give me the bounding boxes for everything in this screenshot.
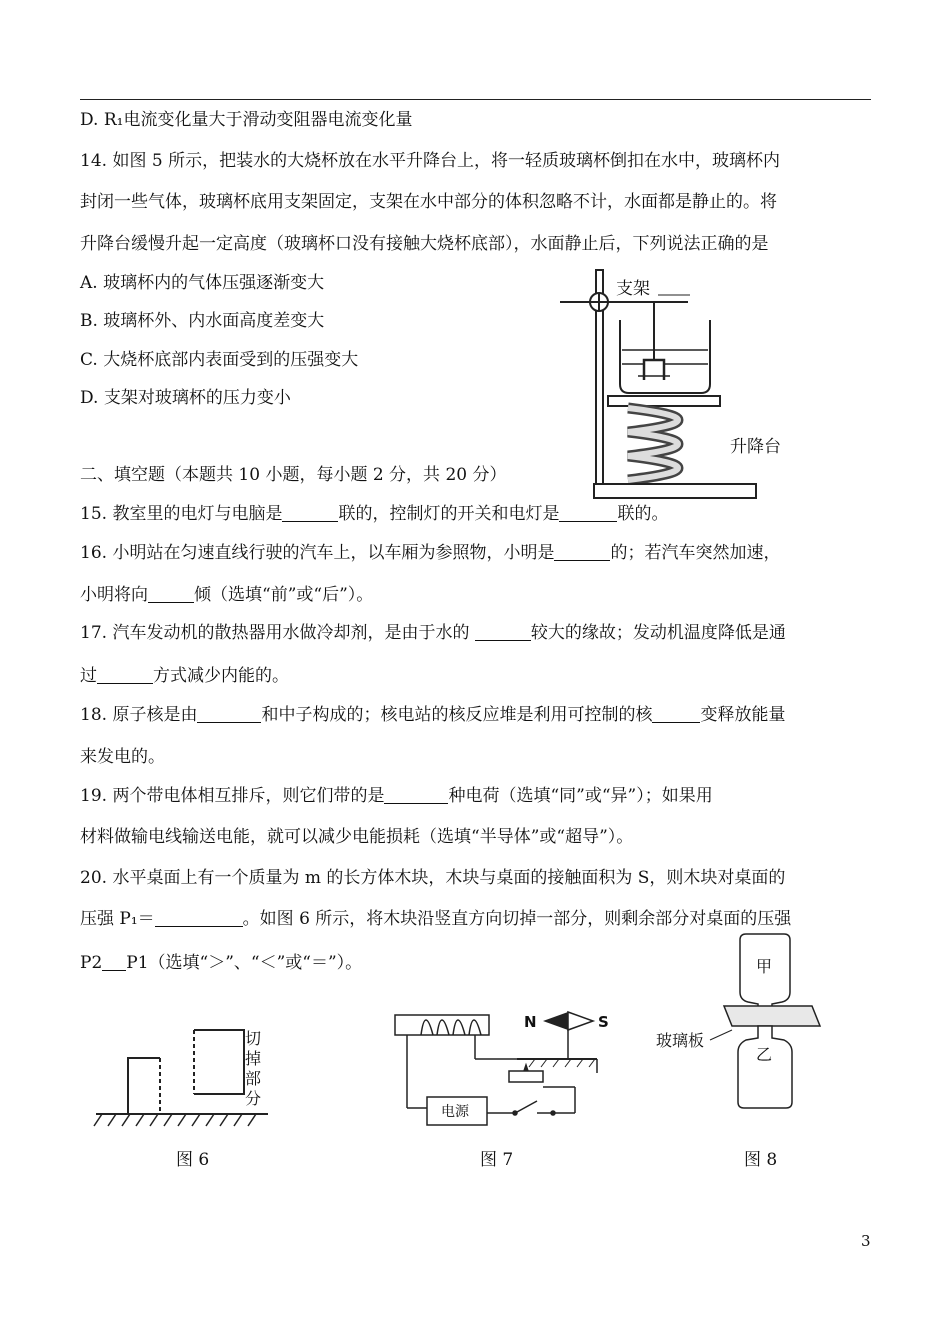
- lift-spring: [628, 408, 678, 480]
- caption-fig8: 图 8: [744, 1150, 778, 1170]
- section-heading: 二、填空题（本题共 10 小题，每小题 2 分，共 20 分）: [80, 465, 507, 485]
- base: [594, 484, 756, 498]
- q18-line2: 来发电的。: [80, 747, 165, 767]
- answer-blank[interactable]: [102, 954, 126, 971]
- svg-text:乙: 乙: [756, 1045, 773, 1064]
- switch: [517, 1101, 537, 1112]
- q18-line1: 18. 原子核是由 和中子构成的；核电站的核反应堆是利用可控制的核 变释放能量: [80, 705, 786, 725]
- figure-6: [88, 1022, 278, 1132]
- svg-text:甲: 甲: [756, 957, 773, 976]
- svg-text:掉: 掉: [245, 1049, 262, 1068]
- svg-text:切: 切: [245, 1029, 262, 1048]
- q14-line3: 升降台缓慢升起一定高度（玻璃杯口没有接触大烧杯底部），水面静止后，下列说法正确的是: [80, 234, 769, 254]
- caption-fig7: 图 7: [480, 1150, 514, 1170]
- glass-cup: [644, 360, 664, 380]
- q14-option-d: D. 支架对玻璃杯的压力变小: [80, 388, 291, 408]
- q20-line1: 20. 水平桌面上有一个质量为 m 的长方体木块，木块与桌面的接触面积为 S，则木块对桌面的: [80, 868, 786, 888]
- glass-plate: [724, 1006, 820, 1026]
- q17-line2: 过 方式减少内能的。: [80, 666, 289, 686]
- q16-line2: 小明将向 倾（选填“前”或“后”）。: [80, 585, 374, 605]
- svg-text:N: N: [524, 1013, 537, 1031]
- figure-5: [550, 262, 790, 507]
- q20-line3: P2 P1（选填“＞”、“＜”或“＝”）。: [80, 953, 363, 973]
- figure-7: [385, 1005, 625, 1145]
- compass-north: [543, 1012, 568, 1030]
- q14-line1: 14. 如图 5 所示，把装水的大烧杯放在水平升降台上，将一轻质玻璃杯倒扣在水中，玻璃杯内: [80, 151, 781, 171]
- answer-blank[interactable]: [559, 505, 617, 522]
- svg-text:S: S: [598, 1013, 609, 1031]
- q15: 15. 教室里的电灯与电脑是 联的，控制灯的开关和电灯是 联的。: [80, 504, 669, 524]
- q14-line2: 封闭一些气体，玻璃杯底用支架固定，支架在水中部分的体积忽略不计，水面都是静止的。将: [80, 192, 777, 212]
- compass-south: [568, 1012, 593, 1030]
- answer-blank[interactable]: [475, 624, 531, 641]
- answer-blank[interactable]: [652, 706, 700, 723]
- lift-label: 升降台: [730, 437, 781, 457]
- cut-part: [194, 1030, 244, 1094]
- glass-plate-label: 玻璃板: [656, 1031, 705, 1050]
- rheostat: [509, 1071, 543, 1082]
- caption-fig6: 图 6: [176, 1150, 210, 1170]
- answer-blank[interactable]: [97, 667, 153, 684]
- wood-block: [128, 1058, 160, 1114]
- q16-line1: 16. 小明站在匀速直线行驶的汽车上，以车厢为参照物，小明是 的；若汽车突然加速，: [80, 543, 781, 563]
- bottle-yi: [738, 1026, 792, 1108]
- svg-text:部: 部: [245, 1069, 262, 1088]
- answer-blank[interactable]: [148, 586, 194, 603]
- answer-blank[interactable]: [282, 505, 338, 522]
- beaker: [620, 320, 710, 393]
- q17-line1: 17. 汽车发动机的散热器用水做冷却剂，是由于水的 较大的缘故；发动机温度降低是通: [80, 623, 786, 643]
- answer-blank[interactable]: [554, 544, 610, 561]
- q20-line2: 压强 P₁＝ 。如图 6 所示，将木块沿竖直方向切掉一部分，则剩余部分对桌面的压强: [80, 909, 792, 929]
- answer-blank[interactable]: [155, 910, 243, 927]
- answer-blank[interactable]: [197, 706, 261, 723]
- electromagnet: [395, 1015, 489, 1035]
- q14-option-a: A. 玻璃杯内的气体压强逐渐变大: [80, 273, 325, 293]
- figure-8: [650, 930, 850, 1130]
- q14-option-b: B. 玻璃杯外、内水面高度差变大: [80, 311, 325, 331]
- q14-option-c: C. 大烧杯底部内表面受到的压强变大: [80, 350, 359, 370]
- page-number: 3: [861, 1232, 871, 1250]
- support-label: 支架: [616, 279, 650, 299]
- q19-line2: 材料做输电线输送电能，就可以减少电能损耗（选填“半导体”或“超导”）。: [80, 827, 634, 847]
- header-rule: [80, 99, 871, 100]
- svg-text:分: 分: [245, 1089, 262, 1108]
- svg-text:电源: 电源: [441, 1104, 469, 1120]
- q19-line1: 19. 两个带电体相互排斥，则它们带的是 种电荷（选填“同”或“异”）；如果用: [80, 786, 713, 806]
- option-d-prev: D. R₁电流变化量大于滑动变阻器电流变化量: [80, 110, 413, 130]
- answer-blank[interactable]: [384, 787, 448, 804]
- lift-platform: [608, 396, 720, 406]
